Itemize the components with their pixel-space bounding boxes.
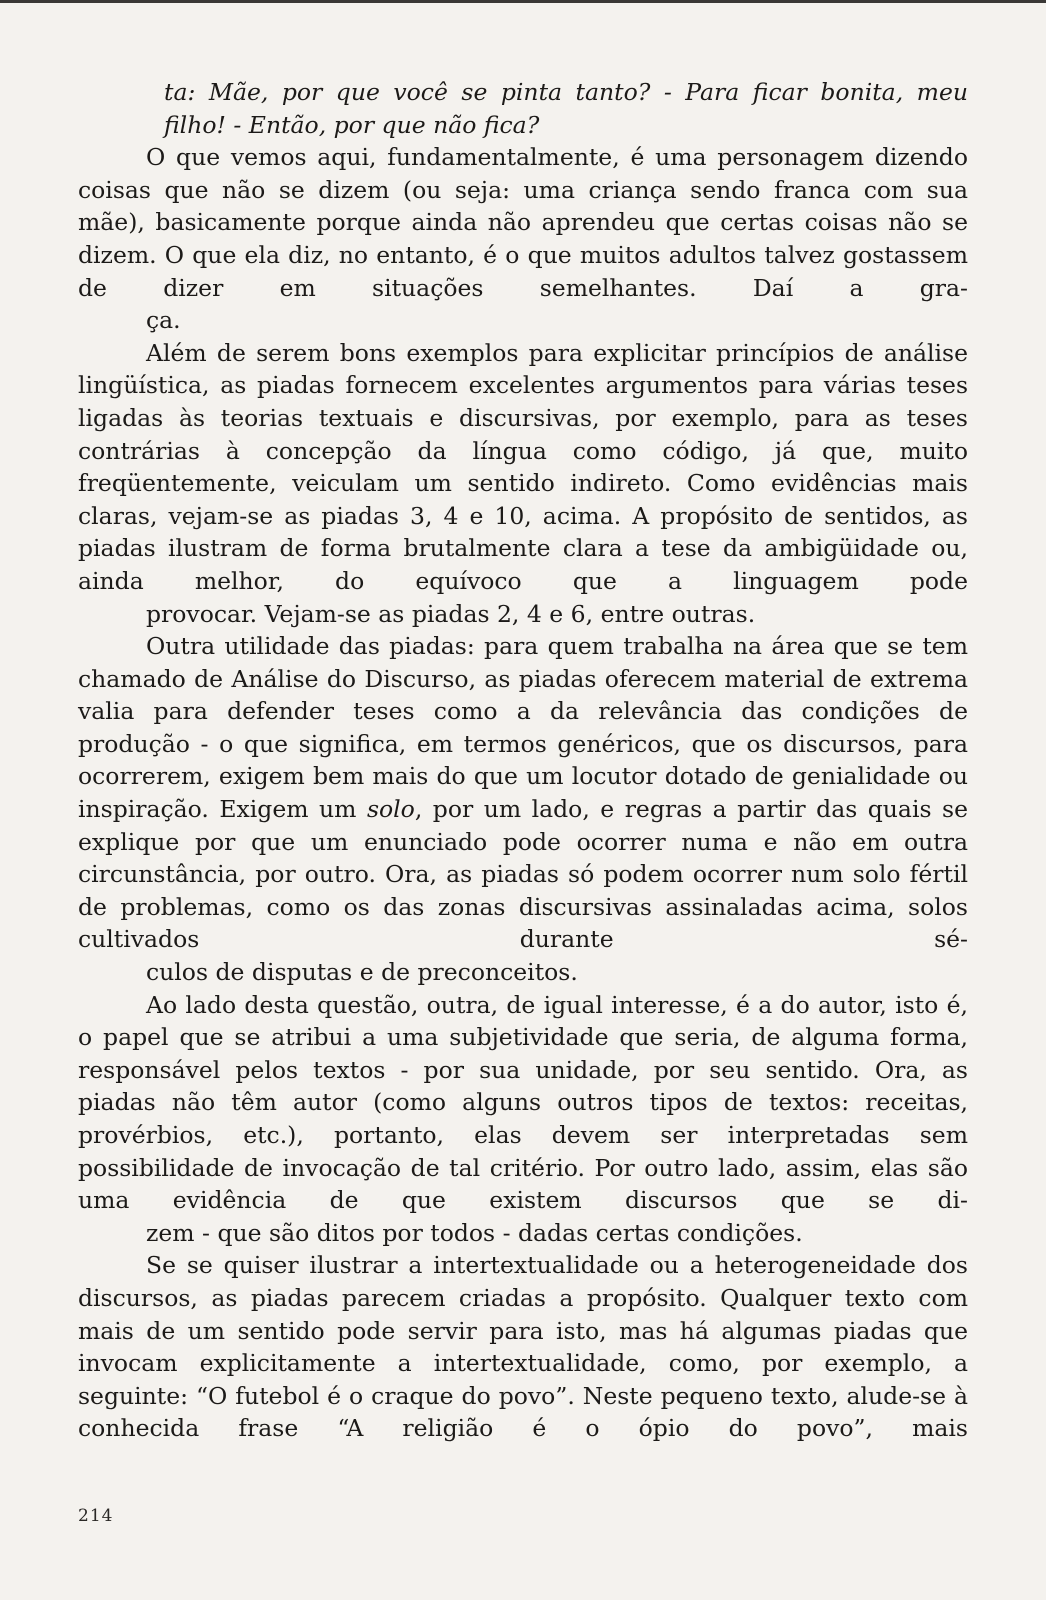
paragraph-commentary (78, 141, 968, 337)
joke-dialogue-continuation (78, 76, 968, 141)
paragraph-last-line: culos de disputas e de preconceitos. (146, 958, 578, 987)
book-page-body (78, 76, 968, 1445)
paragraph-last-line: filho! - Então, por que não fica? (164, 110, 540, 139)
paragraph-text: Outra utilidade das piadas: para quem trabalha na área que se tem chamado de Análise do Discurso, as piadas oferecem material de extrema valia para defender teses como a da relevância das condições de produção - o que significa, em termos genéricos, que os discursos, para ocorrerem, exigem bem mais do que um locutor dotado de genialidade ou inspiração. Exigem um (78, 632, 968, 824)
page-number: 214 (78, 1506, 114, 1526)
paragraph-text-continued: , por um lado, e regras a partir das quais se explique por que um enunciado pode ocorrer numa e não em outra circunstância, por outro. Ora, as piadas só podem ocorrer num solo fértil de problemas, como os das zonas discursivas assinaladas acima, solos cultivados durante sé- (78, 795, 968, 954)
paragraph-text: Ao lado desta questão, outra, de igual interesse, é a do autor, isto é, o papel que se atribui a uma subjetividade que seria, de alguma forma, responsável pelos textos - por sua unidade, por seu sentido. Ora, as piadas não têm autor (como alguns outros tipos de textos: receitas, provérbios, etc.), portanto, elas devem ser interpretadas sem possibilidade de invocação de tal critério. Por outro lado, assim, elas são uma evidência de que existem discursos que se di- (78, 990, 968, 1215)
paragraph-last-line: zem - que são ditos por todos - dadas certas condições. (146, 1218, 803, 1247)
paragraph-linguistic-analysis (78, 337, 968, 630)
paragraph-text: Além de serem bons exemplos para explicitar princípios de análise lingüística, as piadas fornecem excelentes argumentos para várias teses ligadas às teorias textuais e discursivas, por exemplo, para as teses contrárias à concepção da língua como código, já que, muito freqüentemente, veiculam um sentido indireto. Como evidências mais claras, vejam-se as piadas 3, 4 e 10, acima. A propósito de sentidos, as piadas ilustram de forma brutalmente clara a tese da ambigüidade ou, ainda melhor, do equívoco que a linguagem pode (78, 338, 968, 595)
paragraph-authorship (78, 989, 968, 1250)
paragraph-last-line: provocar. Vejam-se as piadas 2, 4 e 6, entre outras. (146, 599, 756, 628)
emphasized-term: solo (366, 795, 415, 824)
page-top-edge (0, 0, 1046, 3)
paragraph-text: O que vemos aqui, fundamentalmente, é uma personagem dizendo coisas que não se dizem (ou seja: uma criança sendo franca com sua mãe), basicamente porque ainda não aprendeu que certas coisas não se dizem. O que ela diz, no entanto, é o que muitos adultos talvez gostassem de dizer em situações semelhantes. Daí a gra- (78, 143, 968, 302)
paragraph-text: ta: Mãe, por que você se pinta tanto? - Para ficar bonita, meu (164, 78, 968, 106)
paragraph-discourse-analysis (78, 630, 968, 989)
paragraph-intertextuality (78, 1249, 968, 1445)
paragraph-last-line: ça. (146, 306, 181, 335)
paragraph-text: Se se quiser ilustrar a intertextualidade ou a heterogeneidade dos discursos, as piadas parecem criadas a propósito. Qualquer texto com mais de um sentido pode servir para isto, mas há algumas piadas que invocam explicitamente a intertextualidade, como, por exemplo, a seguinte: “O futebol é o craque do povo”. Neste pequeno texto, alude-se à conhecida frase “A religião é o ópio do povo”, mais (78, 1251, 968, 1443)
